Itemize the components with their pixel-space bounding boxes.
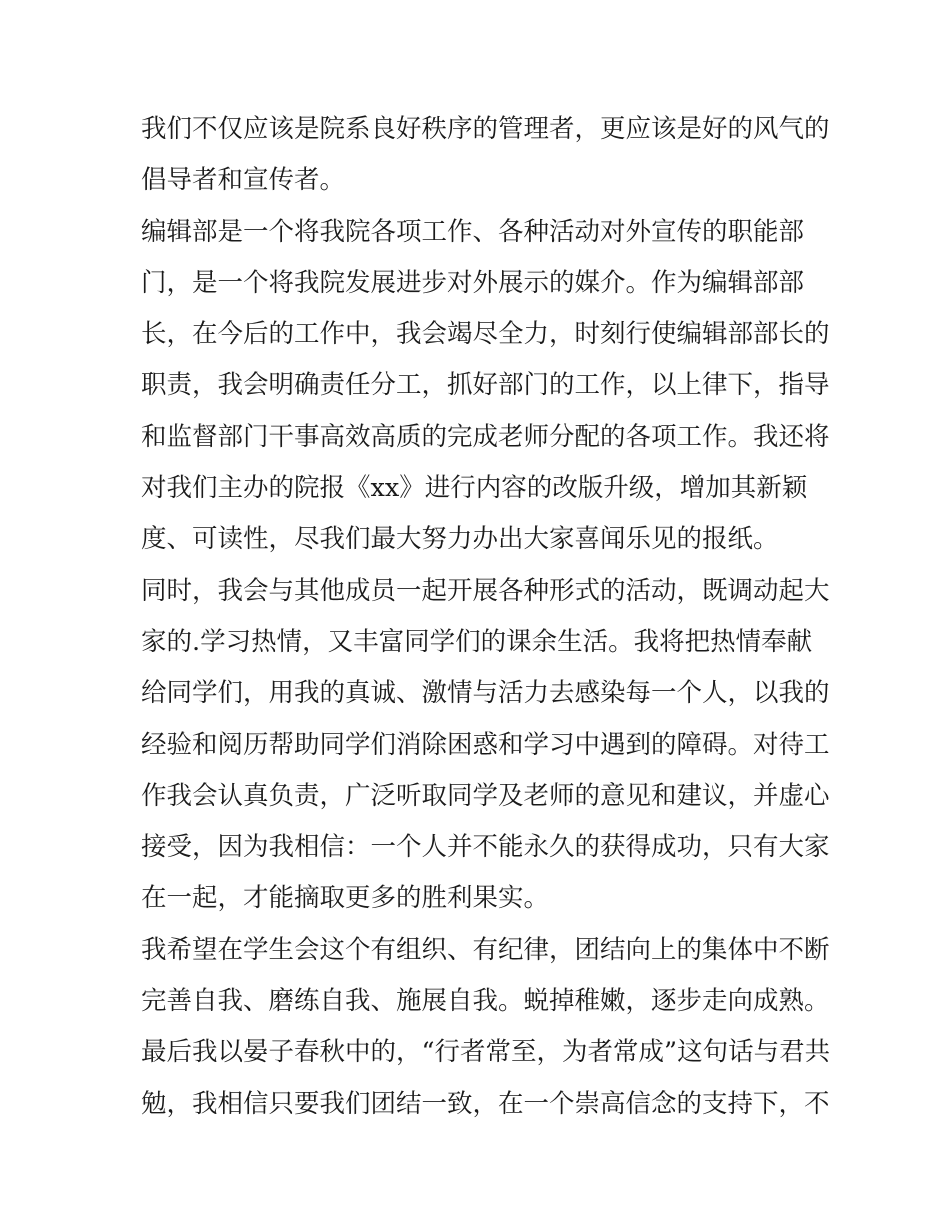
text-line: 我们不仅应该是院系良好秩序的管理者，更应该是好的风气的	[141, 114, 830, 144]
text-line: 同时，我会与其他成员一起开展各种形式的活动，既调动起大	[141, 575, 830, 606]
text-line: 作我会认真负责，广泛听取同学及老师的意见和建议，并虚心	[141, 780, 830, 811]
text-line: 对我们主办的院报《xx》进行内容的改版升级，增加其新颖	[141, 473, 808, 504]
text-line: 接受，因为我相信：一个人并不能永久的获得成功，只有大家	[141, 832, 830, 863]
text-line: 在一起，才能摘取更多的胜利果实。	[141, 883, 550, 914]
text-line: 最后我以晏子春秋中的，“行者常至，为者常成”这句话与君共	[141, 1037, 831, 1068]
text-line: 家的.学习热情，又丰富同学们的课余生活。我将把热情奉献	[141, 626, 813, 657]
text-line: 经验和阅历帮助同学们消除困惑和学习中遇到的障碍。对待工	[141, 729, 830, 760]
text-line: 倡导者和宣传者。	[141, 165, 346, 196]
text-line: 我希望在学生会这个有组织、有纪律，团结向上的集体中不断	[141, 934, 830, 965]
text-line: 完善自我、磨练自我、施展自我。蜕掉稚嫩，逐步走向成熟。	[141, 986, 830, 1017]
body-text	[141, 108, 831, 1134]
text-line: 给同学们，用我的真诚、激情与活力去感染每一个人，以我的	[141, 678, 830, 709]
text-line: 职责，我会明确责任分工，抓好部门的工作，以上律下，指导	[141, 370, 830, 401]
text-line: 编辑部是一个将我院各项工作、各种活动对外宣传的职能部	[141, 216, 805, 247]
text-line: 门，是一个将我院发展进步对外展示的媒介。作为编辑部部	[141, 267, 805, 298]
text-line: 长，在今后的工作中，我会竭尽全力，时刻行使编辑部部长的	[141, 319, 830, 350]
text-line: 勉，我相信只要我们团结一致，在一个崇高信念的支持下，不	[141, 1088, 830, 1119]
text-line: 度、可读性，尽我们最大努力办出大家喜闻乐见的报纸。	[141, 524, 779, 555]
text-line: 和监督部门干事高效高质的完成老师分配的各项工作。我还将	[141, 421, 830, 452]
